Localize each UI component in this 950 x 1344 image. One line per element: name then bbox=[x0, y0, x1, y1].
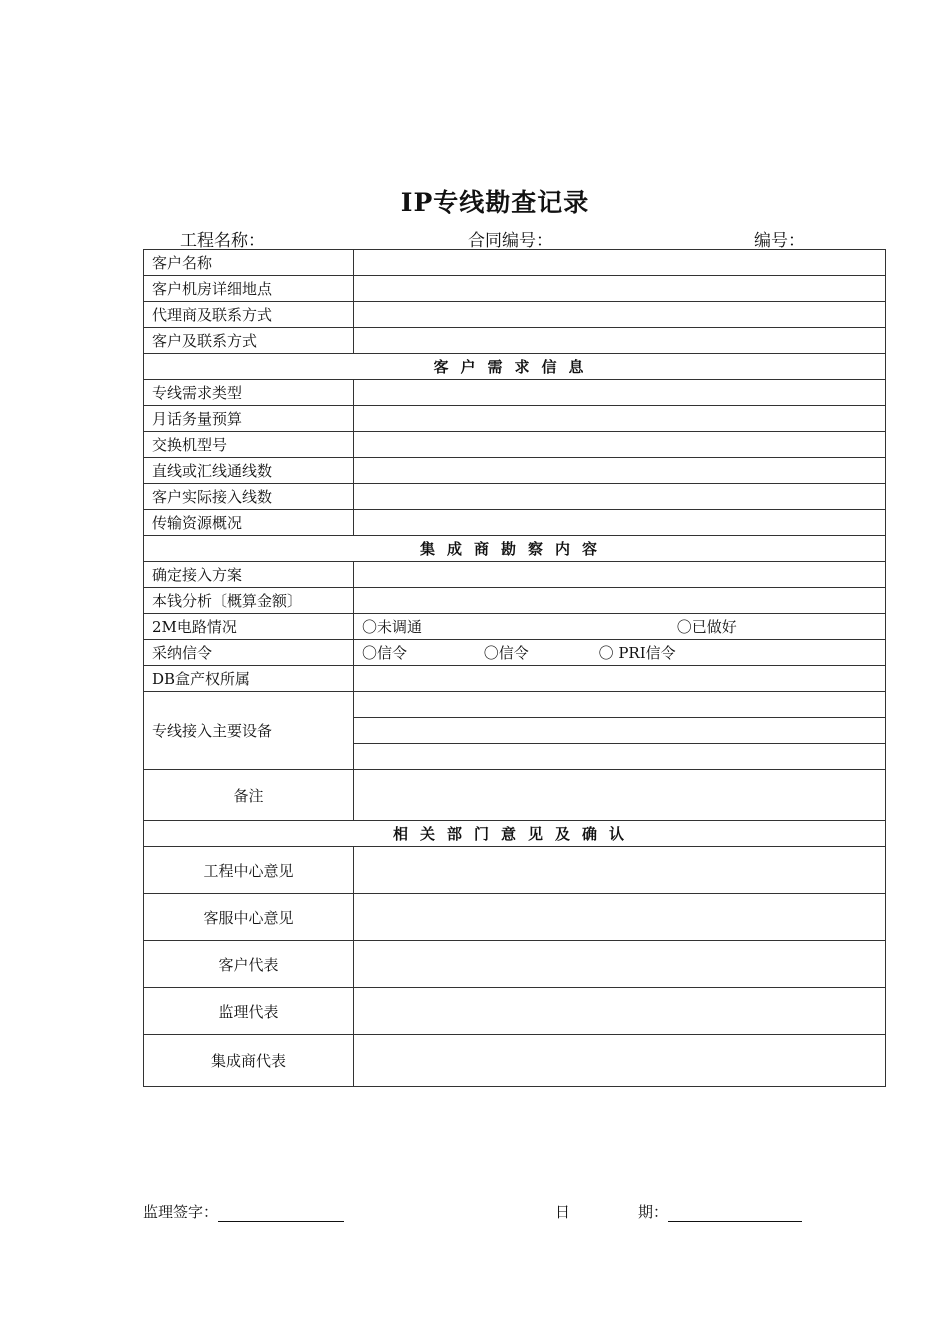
signaling-pri-radio[interactable]: 〇 PRI信令 bbox=[598, 644, 676, 662]
table-row bbox=[144, 432, 886, 458]
survey-form-table bbox=[143, 249, 886, 1087]
db-box-ownership-label: DB盒产权所属 bbox=[144, 666, 354, 692]
circuit-not-debugged-radio[interactable]: 〇未调通 bbox=[362, 618, 423, 636]
table-row bbox=[144, 380, 886, 406]
customer-name-label: 客户名称 bbox=[144, 250, 354, 276]
table-row bbox=[144, 484, 886, 510]
access-plan-label: 确定接入方案 bbox=[144, 562, 354, 588]
circuit-status-label: 2M电路情况 bbox=[144, 614, 354, 640]
table-row bbox=[144, 640, 886, 666]
table-row bbox=[144, 328, 886, 354]
service-center-opinion-field[interactable] bbox=[354, 894, 886, 941]
signaling-option-2-radio[interactable]: 〇信令 bbox=[483, 644, 529, 662]
switch-model-field[interactable] bbox=[354, 432, 886, 458]
table-row bbox=[144, 276, 886, 302]
circuit-status-options bbox=[354, 614, 886, 640]
date-label-part-2: 期： bbox=[638, 1203, 669, 1221]
cost-analysis-label: 本钱分析〔概算金额〕 bbox=[144, 588, 354, 614]
document-title: IP专线勘查记录 bbox=[400, 188, 590, 217]
customer-name-field[interactable] bbox=[354, 250, 886, 276]
agent-contact-label: 代理商及联系方式 bbox=[144, 302, 354, 328]
main-equipment-field-2[interactable] bbox=[354, 718, 886, 744]
table-row bbox=[144, 614, 886, 640]
table-row bbox=[144, 666, 886, 692]
transmission-resource-label: 传输资源概况 bbox=[144, 510, 354, 536]
serial-number-label: 编号： bbox=[754, 231, 805, 251]
line-count-label: 直线或汇线通线数 bbox=[144, 458, 354, 484]
date-line[interactable] bbox=[668, 1205, 802, 1222]
signaling-label: 采纳信令 bbox=[144, 640, 354, 666]
supervisor-representative-field[interactable] bbox=[354, 988, 886, 1035]
actual-lines-field[interactable] bbox=[354, 484, 886, 510]
supervisor-signature bbox=[143, 1201, 344, 1222]
engineering-center-opinion-field[interactable] bbox=[354, 847, 886, 894]
table-row bbox=[144, 692, 886, 718]
cost-analysis-field[interactable] bbox=[354, 588, 886, 614]
line-count-field[interactable] bbox=[354, 458, 886, 484]
table-row bbox=[144, 302, 886, 328]
section-row bbox=[144, 354, 886, 380]
engineering-center-opinion-label: 工程中心意见 bbox=[144, 847, 354, 894]
section-row bbox=[144, 821, 886, 847]
table-row bbox=[144, 1035, 886, 1087]
table-row bbox=[144, 510, 886, 536]
table-row bbox=[144, 458, 886, 484]
section-row bbox=[144, 536, 886, 562]
project-name-label: 工程名称： bbox=[180, 231, 265, 251]
remarks-field[interactable] bbox=[354, 770, 886, 821]
table-row bbox=[144, 562, 886, 588]
switch-model-label: 交换机型号 bbox=[144, 432, 354, 458]
contract-number-label: 合同编号： bbox=[468, 231, 553, 251]
integrator-representative-field[interactable] bbox=[354, 1035, 886, 1087]
date-label-part-1: 日 bbox=[555, 1203, 571, 1221]
access-plan-field[interactable] bbox=[354, 562, 886, 588]
traffic-budget-field[interactable] bbox=[354, 406, 886, 432]
table-row bbox=[144, 894, 886, 941]
actual-lines-label: 客户实际接入线数 bbox=[144, 484, 354, 510]
date-field bbox=[638, 1201, 802, 1222]
signaling-options bbox=[354, 640, 886, 666]
db-box-ownership-field[interactable] bbox=[354, 666, 886, 692]
transmission-resource-field[interactable] bbox=[354, 510, 886, 536]
customer-contact-field[interactable] bbox=[354, 328, 886, 354]
demand-type-label: 专线需求类型 bbox=[144, 380, 354, 406]
table-row bbox=[144, 770, 886, 821]
traffic-budget-label: 月话务量预算 bbox=[144, 406, 354, 432]
supervisor-signature-line[interactable] bbox=[218, 1205, 344, 1222]
table-row bbox=[144, 588, 886, 614]
customer-representative-label: 客户代表 bbox=[144, 941, 354, 988]
table-row bbox=[144, 406, 886, 432]
table-row bbox=[144, 988, 886, 1035]
agent-contact-field[interactable] bbox=[354, 302, 886, 328]
section-customer-demand: 客户需求信息 bbox=[144, 354, 886, 380]
main-equipment-field-1[interactable] bbox=[354, 692, 886, 718]
table-row bbox=[144, 941, 886, 988]
remarks-label: 备注 bbox=[144, 770, 354, 821]
section-department-opinions: 相关部门意见及确认 bbox=[144, 821, 886, 847]
supervisor-representative-label: 监理代表 bbox=[144, 988, 354, 1035]
integrator-representative-label: 集成商代表 bbox=[144, 1035, 354, 1087]
customer-representative-field[interactable] bbox=[354, 941, 886, 988]
table-row bbox=[144, 250, 886, 276]
circuit-ready-radio[interactable]: 〇已做好 bbox=[676, 618, 737, 636]
demand-type-field[interactable] bbox=[354, 380, 886, 406]
signaling-option-1-radio[interactable]: 〇信令 bbox=[362, 644, 408, 662]
main-equipment-label: 专线接入主要设备 bbox=[144, 692, 354, 770]
table-row bbox=[144, 847, 886, 894]
section-integrator-survey: 集成商勘察内容 bbox=[144, 536, 886, 562]
main-equipment-field-3[interactable] bbox=[354, 744, 886, 770]
customer-room-address-field[interactable] bbox=[354, 276, 886, 302]
service-center-opinion-label: 客服中心意见 bbox=[144, 894, 354, 941]
supervisor-signature-label: 监理签字： bbox=[143, 1203, 219, 1221]
customer-contact-label: 客户及联系方式 bbox=[144, 328, 354, 354]
customer-room-address-label: 客户机房详细地点 bbox=[144, 276, 354, 302]
